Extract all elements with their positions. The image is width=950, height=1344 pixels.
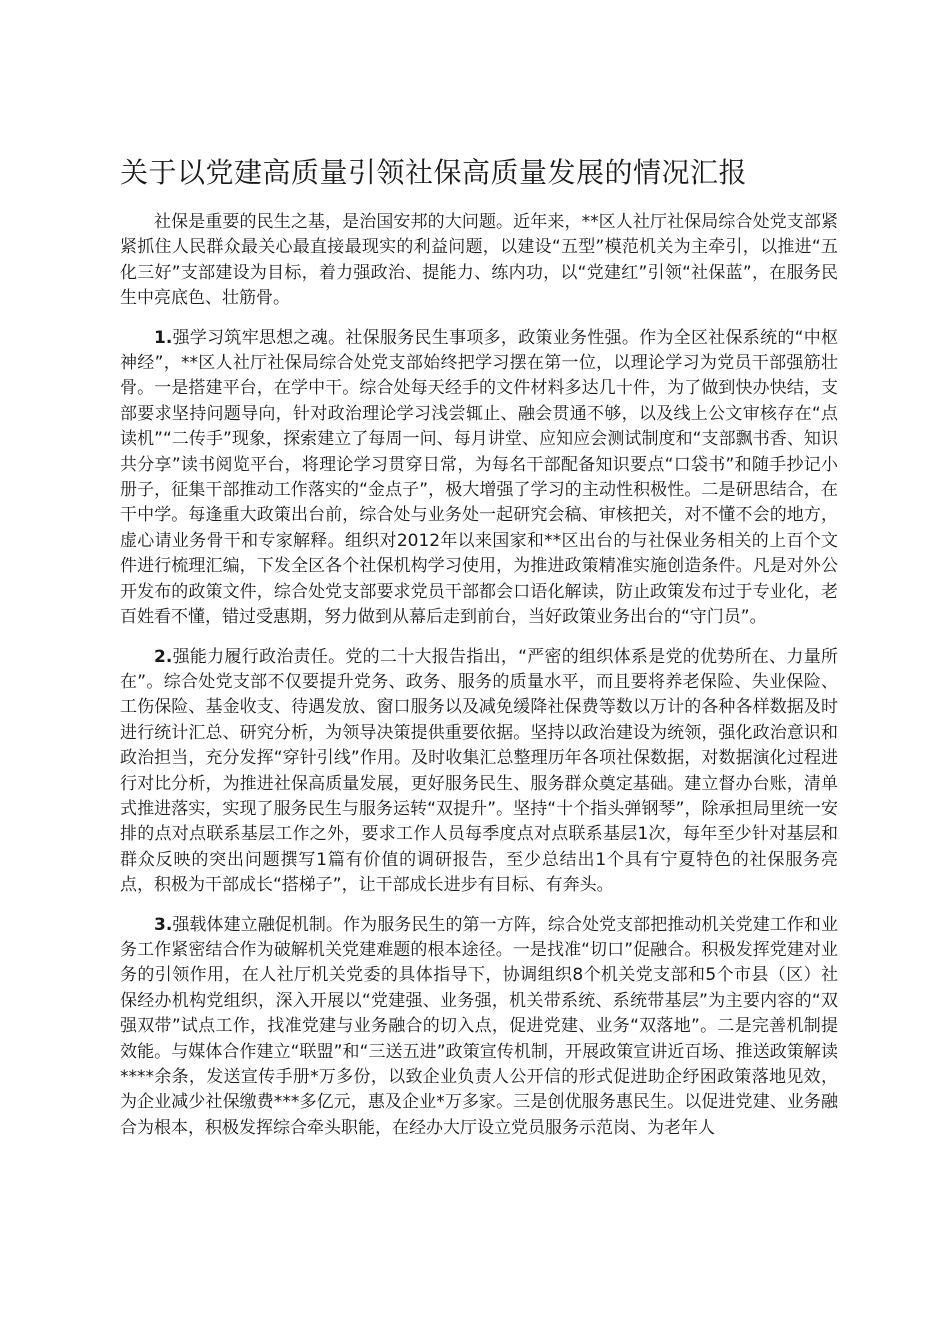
section-paragraph-2	[120, 645, 838, 899]
section-number: 2.	[154, 646, 173, 667]
section-paragraph-1	[120, 326, 838, 631]
section-text: 强载体建立融促机制。作为服务民生的第一方阵，综合处党支部把推动机关党建工作和业务工作紧密结合作为破解机关党建难题的根本途径。一是找准“切口”促融合。积极发挥党建对业务的引领作用，在人社厅机关党委的具体指导下，协调组织8个机关党支部和5个市县（区）社保经办机构党组织，深入开展以“党建强、业务强，机关带系统、系统带基层”为主要内容的“双强双带”试点工作，找准党建与业务融合的切入点，促进党建、业务“双落地”。二是完善机制提效能。与媒体合作建立“联盟”和“三送五进”政策宣传机制，开展政策宣讲近百场、推送政策解读****余条，发送宣传手册*万多份，以致企业负责人公开信的形式促进助企纾困政策落地见效，为企业减少社保缴费***多亿元，惠及企业*万多家。三是创优服务惠民生。以促进党建、业务融合为根本，积极发挥综合牵头职能，在经办大厅设立党员服务示范岗、为老年人	[120, 914, 838, 1138]
section-number: 1.	[154, 327, 173, 348]
intro-paragraph: 社保是重要的民生之基，是治国安邦的大问题。近年来，**区人社厅社保局综合处党支部紧紧抓住人民群众最关心最直接最现实的利益问题，以建设“五型”模范机关为主牵引，以推进“五化三好”支部建设为目标，着力强政治、提能力、练内功，以“党建红”引领“社保蓝”，在服务民生中亮底色、壮筋骨。	[120, 212, 838, 309]
section-number: 3.	[154, 914, 173, 935]
document-title: 关于以党建高质量引领社保高质量发展的情况汇报	[120, 156, 748, 189]
section-text: 强能力履行政治责任。党的二十大报告指出，“严密的组织体系是党的优势所在、力量所在”。综合处党支部不仅要提升党务、政务、服务的质量水平，而且要将养老保险、失业保险、工伤保险、基金收支、待遇发放、窗口服务以及减免缓降社保费等数以万计的各种各样数据及时进行统计汇总、研究分析，为领导决策提供重要依据。坚持以政治建设为统领，强化政治意识和政治担当，充分发挥“穿针引线”作用。及时收集汇总整理历年各项社保数据，对数据演化过程进行对比分析，为推进社保高质量发展，更好服务民生、服务群众奠定基础。建立督办台账，清单式推进落实，实现了服务民生与服务运转“双提升”。坚持“十个指头弹钢琴”，除承担局里统一安排的点对点联系基层工作之外，要求工作人员每季度点对点联系基层1次，每年至少针对基层和群众反映的突出问题撰写1篇有价值的调研报告，至少总结出1个具有宁夏特色的社保服务亮点，积极为干部成长“搭梯子”，让干部成长进步有目标、有奔头。	[120, 646, 838, 896]
section-text: 强学习筑牢思想之魂。社保服务民生事项多，政策业务性强。作为全区社保系统的“中枢神经”，**区人社厅社保局综合处党支部始终把学习摆在第一位，以理论学习为党员干部强筋壮骨。一是搭建平台，在学中干。综合处每天经手的文件材料多达几十件，为了做到快办快结，支部要求坚持问题导向，针对政治理论学习浅尝辄止、融会贯通不够，以及线上公文审核存在“点读机”“二传手”现象，探索建立了每周一问、每月讲堂、应知应会测试制度和“支部飘书香、知识共分享”读书阅览平台，将理论学习贯穿日常，为每名干部配备知识要点“口袋书”和随手抄记小册子，征集干部推动工作落实的“金点子”，极大增强了学习的主动性积极性。二是研思结合，在干中学。每逢重大政策出台前，综合处与业务处一起研究会稿、审核把关，对不懂不会的地方，虚心请业务骨干和专家解释。组织对2012年以来国家和**区出台的与社保业务相关的上百个文件进行梳理汇编，下发全区各个社保机构学习使用，为推进政策精准实施创造条件。凡是对外公开发布的政策文件，综合处党支部要求党员干部都会口语化解读，防止政策发布过于专业化，老百姓看不懂，错过受惠期，努力做到从幕后走到前台，当好政策业务出台的“守门员”。	[120, 327, 838, 628]
section-paragraph-3	[120, 913, 838, 1142]
